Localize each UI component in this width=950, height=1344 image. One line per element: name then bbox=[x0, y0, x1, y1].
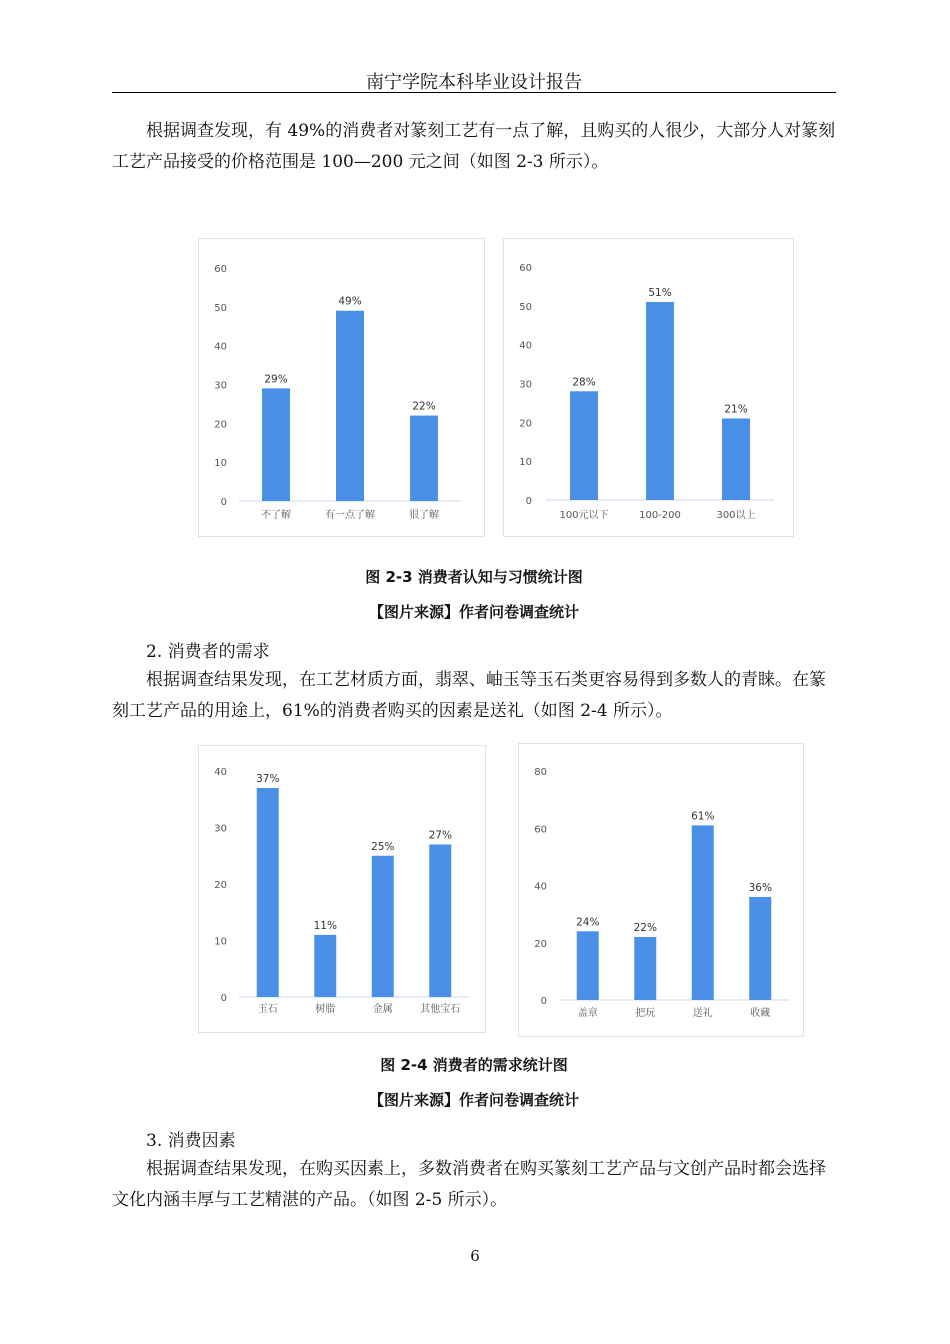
y-tick-label: 40 bbox=[214, 767, 227, 778]
y-tick-label: 20 bbox=[519, 418, 532, 430]
bar bbox=[646, 302, 674, 500]
y-tick-label: 50 bbox=[519, 301, 532, 313]
chart-usage-svg bbox=[519, 744, 803, 1036]
x-tick-label: 把玩 bbox=[635, 1008, 656, 1019]
bar bbox=[314, 935, 336, 997]
paragraph-2: 根据调查结果发现，在工艺材质方面，翡翠、岫玉等玉石类更容易得到多数人的青睐。在篆刻工艺产品的用途上，61%的消费者购买的因素是送礼（如图 2-4 所示）。 bbox=[112, 670, 826, 721]
x-tick-label: 300以上 bbox=[716, 510, 756, 521]
y-tick-label: 0 bbox=[525, 496, 532, 507]
x-tick-label: 收藏 bbox=[750, 1008, 771, 1019]
bar bbox=[410, 416, 438, 501]
data-label: 28% bbox=[572, 376, 596, 389]
y-tick-label: 40 bbox=[519, 340, 532, 352]
x-tick-label: 很了解 bbox=[409, 510, 439, 521]
x-tick-label: 金属 bbox=[372, 1004, 393, 1015]
figure-source-2-4: 【图片来源】作者问卷调查统计 bbox=[368, 1091, 579, 1109]
y-tick-label: 30 bbox=[214, 823, 227, 835]
section-heading-3: 3. 消费因素 bbox=[146, 1131, 236, 1151]
y-tick-label: 10 bbox=[214, 936, 227, 948]
bar bbox=[257, 788, 279, 997]
x-tick-label: 盖章 bbox=[577, 1008, 598, 1019]
data-label: 11% bbox=[313, 919, 337, 932]
bar bbox=[692, 825, 714, 1000]
y-tick-label: 60 bbox=[519, 263, 532, 274]
x-tick-label: 玉石 bbox=[257, 1004, 278, 1015]
y-tick-label: 80 bbox=[534, 767, 547, 778]
data-label: 22% bbox=[633, 922, 657, 935]
y-tick-label: 0 bbox=[220, 497, 227, 508]
bar bbox=[336, 311, 364, 501]
data-label: 36% bbox=[748, 881, 772, 894]
y-tick-label: 0 bbox=[220, 993, 227, 1004]
section-heading-2: 2. 消费者的需求 bbox=[146, 642, 270, 662]
bar bbox=[570, 391, 598, 500]
data-label: 24% bbox=[576, 916, 600, 929]
data-label: 29% bbox=[264, 373, 288, 386]
y-tick-label: 10 bbox=[519, 457, 532, 469]
x-tick-label: 其他宝石 bbox=[420, 1004, 461, 1015]
x-tick-label: 100-200 bbox=[639, 510, 681, 521]
figure-caption-2-4: 图 2-4 消费者的需求统计图 bbox=[380, 1056, 568, 1074]
paragraph-3: 根据调查结果发现，在购买因素上，多数消费者在购买篆刻工艺产品与文创产品时都会选择文化内涵丰厚与工艺精湛的产品。（如图 2-5 所示）。 bbox=[112, 1159, 826, 1210]
bar bbox=[749, 897, 771, 1000]
data-label: 22% bbox=[412, 400, 436, 413]
data-label: 51% bbox=[648, 286, 672, 299]
y-tick-label: 20 bbox=[214, 880, 227, 891]
chart-awareness-svg bbox=[199, 239, 484, 536]
paragraph-1: 根据调查发现，有 49%的消费者对篆刻工艺有一点了解，且购买的人很少，大部分人对篆刻工艺产品接受的价格范围是 100—200 元之间（如图 2-3 所示）。 bbox=[112, 121, 836, 172]
y-tick-label: 0 bbox=[540, 996, 547, 1007]
x-tick-label: 不了解 bbox=[261, 510, 291, 521]
bar bbox=[372, 856, 394, 997]
figure-source-2-3: 【图片来源】作者问卷调查统计 bbox=[368, 603, 579, 621]
page-header-title: 南宁学院本科毕业设计报告 bbox=[366, 72, 582, 93]
data-label: 37% bbox=[256, 772, 280, 785]
y-tick-label: 30 bbox=[519, 379, 532, 391]
page-number: 6 bbox=[470, 1247, 480, 1265]
chart-material-svg bbox=[199, 746, 485, 1032]
data-label: 25% bbox=[371, 840, 395, 853]
data-label: 49% bbox=[338, 295, 362, 308]
y-tick-label: 20 bbox=[214, 419, 227, 431]
y-tick-label: 60 bbox=[214, 264, 227, 275]
bar bbox=[722, 418, 750, 500]
y-tick-label: 60 bbox=[534, 824, 547, 836]
chart-material bbox=[198, 745, 486, 1033]
y-tick-label: 20 bbox=[534, 938, 547, 950]
data-label: 61% bbox=[691, 810, 715, 823]
data-label: 27% bbox=[428, 829, 452, 842]
bar bbox=[634, 937, 656, 1000]
chart-usage bbox=[518, 743, 804, 1037]
y-tick-label: 40 bbox=[534, 881, 547, 893]
figure-caption-2-3: 图 2-3 消费者认知与习惯统计图 bbox=[365, 568, 583, 586]
x-tick-label: 有一点了解 bbox=[325, 510, 375, 521]
chart-awareness bbox=[198, 238, 485, 537]
chart-price-range bbox=[503, 238, 794, 537]
x-tick-label: 树脂 bbox=[315, 1004, 336, 1015]
x-tick-label: 送礼 bbox=[692, 1008, 713, 1019]
x-tick-label: 100元以下 bbox=[559, 510, 609, 521]
y-tick-label: 30 bbox=[214, 380, 227, 392]
bar bbox=[262, 388, 290, 501]
header-rule bbox=[112, 92, 836, 93]
bar bbox=[429, 844, 451, 997]
y-tick-label: 40 bbox=[214, 341, 227, 353]
y-tick-label: 50 bbox=[214, 302, 227, 314]
y-tick-label: 10 bbox=[214, 458, 227, 470]
bar bbox=[577, 931, 599, 1000]
chart-price-range-svg bbox=[504, 239, 793, 536]
data-label: 21% bbox=[724, 403, 748, 416]
